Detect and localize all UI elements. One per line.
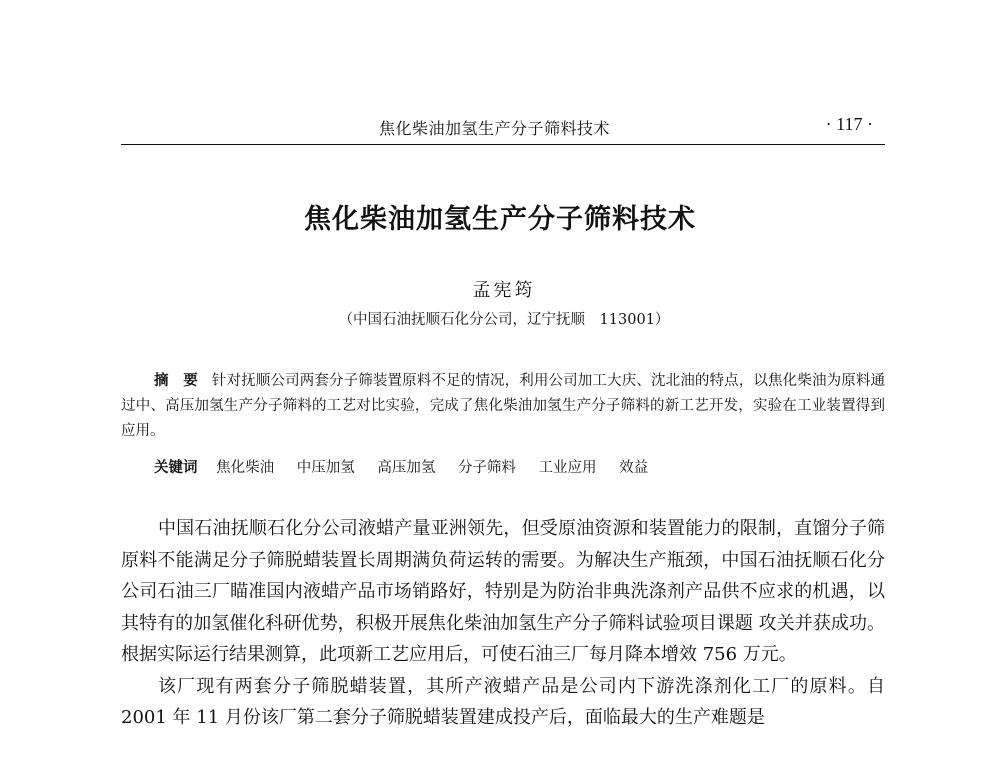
author-affiliation: （中国石油抚顺石化分公司，辽宁抚顺 113001） [338, 312, 670, 328]
body-paragraph: 该厂现有两套分子筛脱蜡装置，其所产液蜡产品是公司内下游洗涤剂化工厂的原料。自 2001 年 11 月份该厂第二套分子筛脱蜡装置建成投产后，面临最大的生产难题是 [121, 675, 885, 728]
keyword: 高压加氢 [377, 460, 436, 476]
abstract-text: 针对抚顺公司两套分子筛装置原料不足的情况，利用公司加工大庆、沈北油的特点，以焦化柴油为原料通过中、高压加氢生产分子筛料的工艺对比实验，完成了焦化柴油加氢生产分子筛料的新工艺开发，实验在工业装置得到应用。 [121, 373, 885, 439]
keywords-label: 关键词 [154, 460, 198, 476]
keywords [154, 456, 885, 480]
running-title: 焦化柴油加氢生产分子筛料技术 [379, 119, 611, 138]
abstract [121, 369, 885, 444]
keyword: 工业应用 [538, 460, 597, 476]
keyword: 焦化柴油 [216, 460, 275, 476]
keyword: 效益 [619, 460, 649, 476]
page-number: · 117 · [825, 114, 873, 134]
abstract-label: 摘 要 [154, 373, 198, 389]
body-paragraph: 中国石油抚顺石化分公司液蜡产量亚洲领先，但受原油资源和装置能力的限制，直馏分子筛原料不能满足分子筛脱蜡装置长周期满负荷运转的需要。为解决生产瓶颈，中国石油抚顺石化分公司石油三厂瞄准国内液蜡产品市场销路好，特别是为防治非典洗涤剂产品供不应求的机遇，以其特有的加氢催化科研优势，积极开展焦化柴油加氢生产分子筛料试验项目课题 攻关并获成功。根据实际运行结果测算，此项新工艺应用后，可使石油三厂每月降本增效 756 万元。 [121, 518, 885, 665]
keyword: 分子筛料 [457, 460, 516, 476]
keyword: 中压加氢 [296, 460, 355, 476]
running-header [121, 114, 885, 145]
article-title: 焦化柴油加氢生产分子筛料技术 [304, 204, 696, 235]
body-text [121, 513, 885, 734]
author-name: 孟宪筠 [472, 280, 536, 301]
